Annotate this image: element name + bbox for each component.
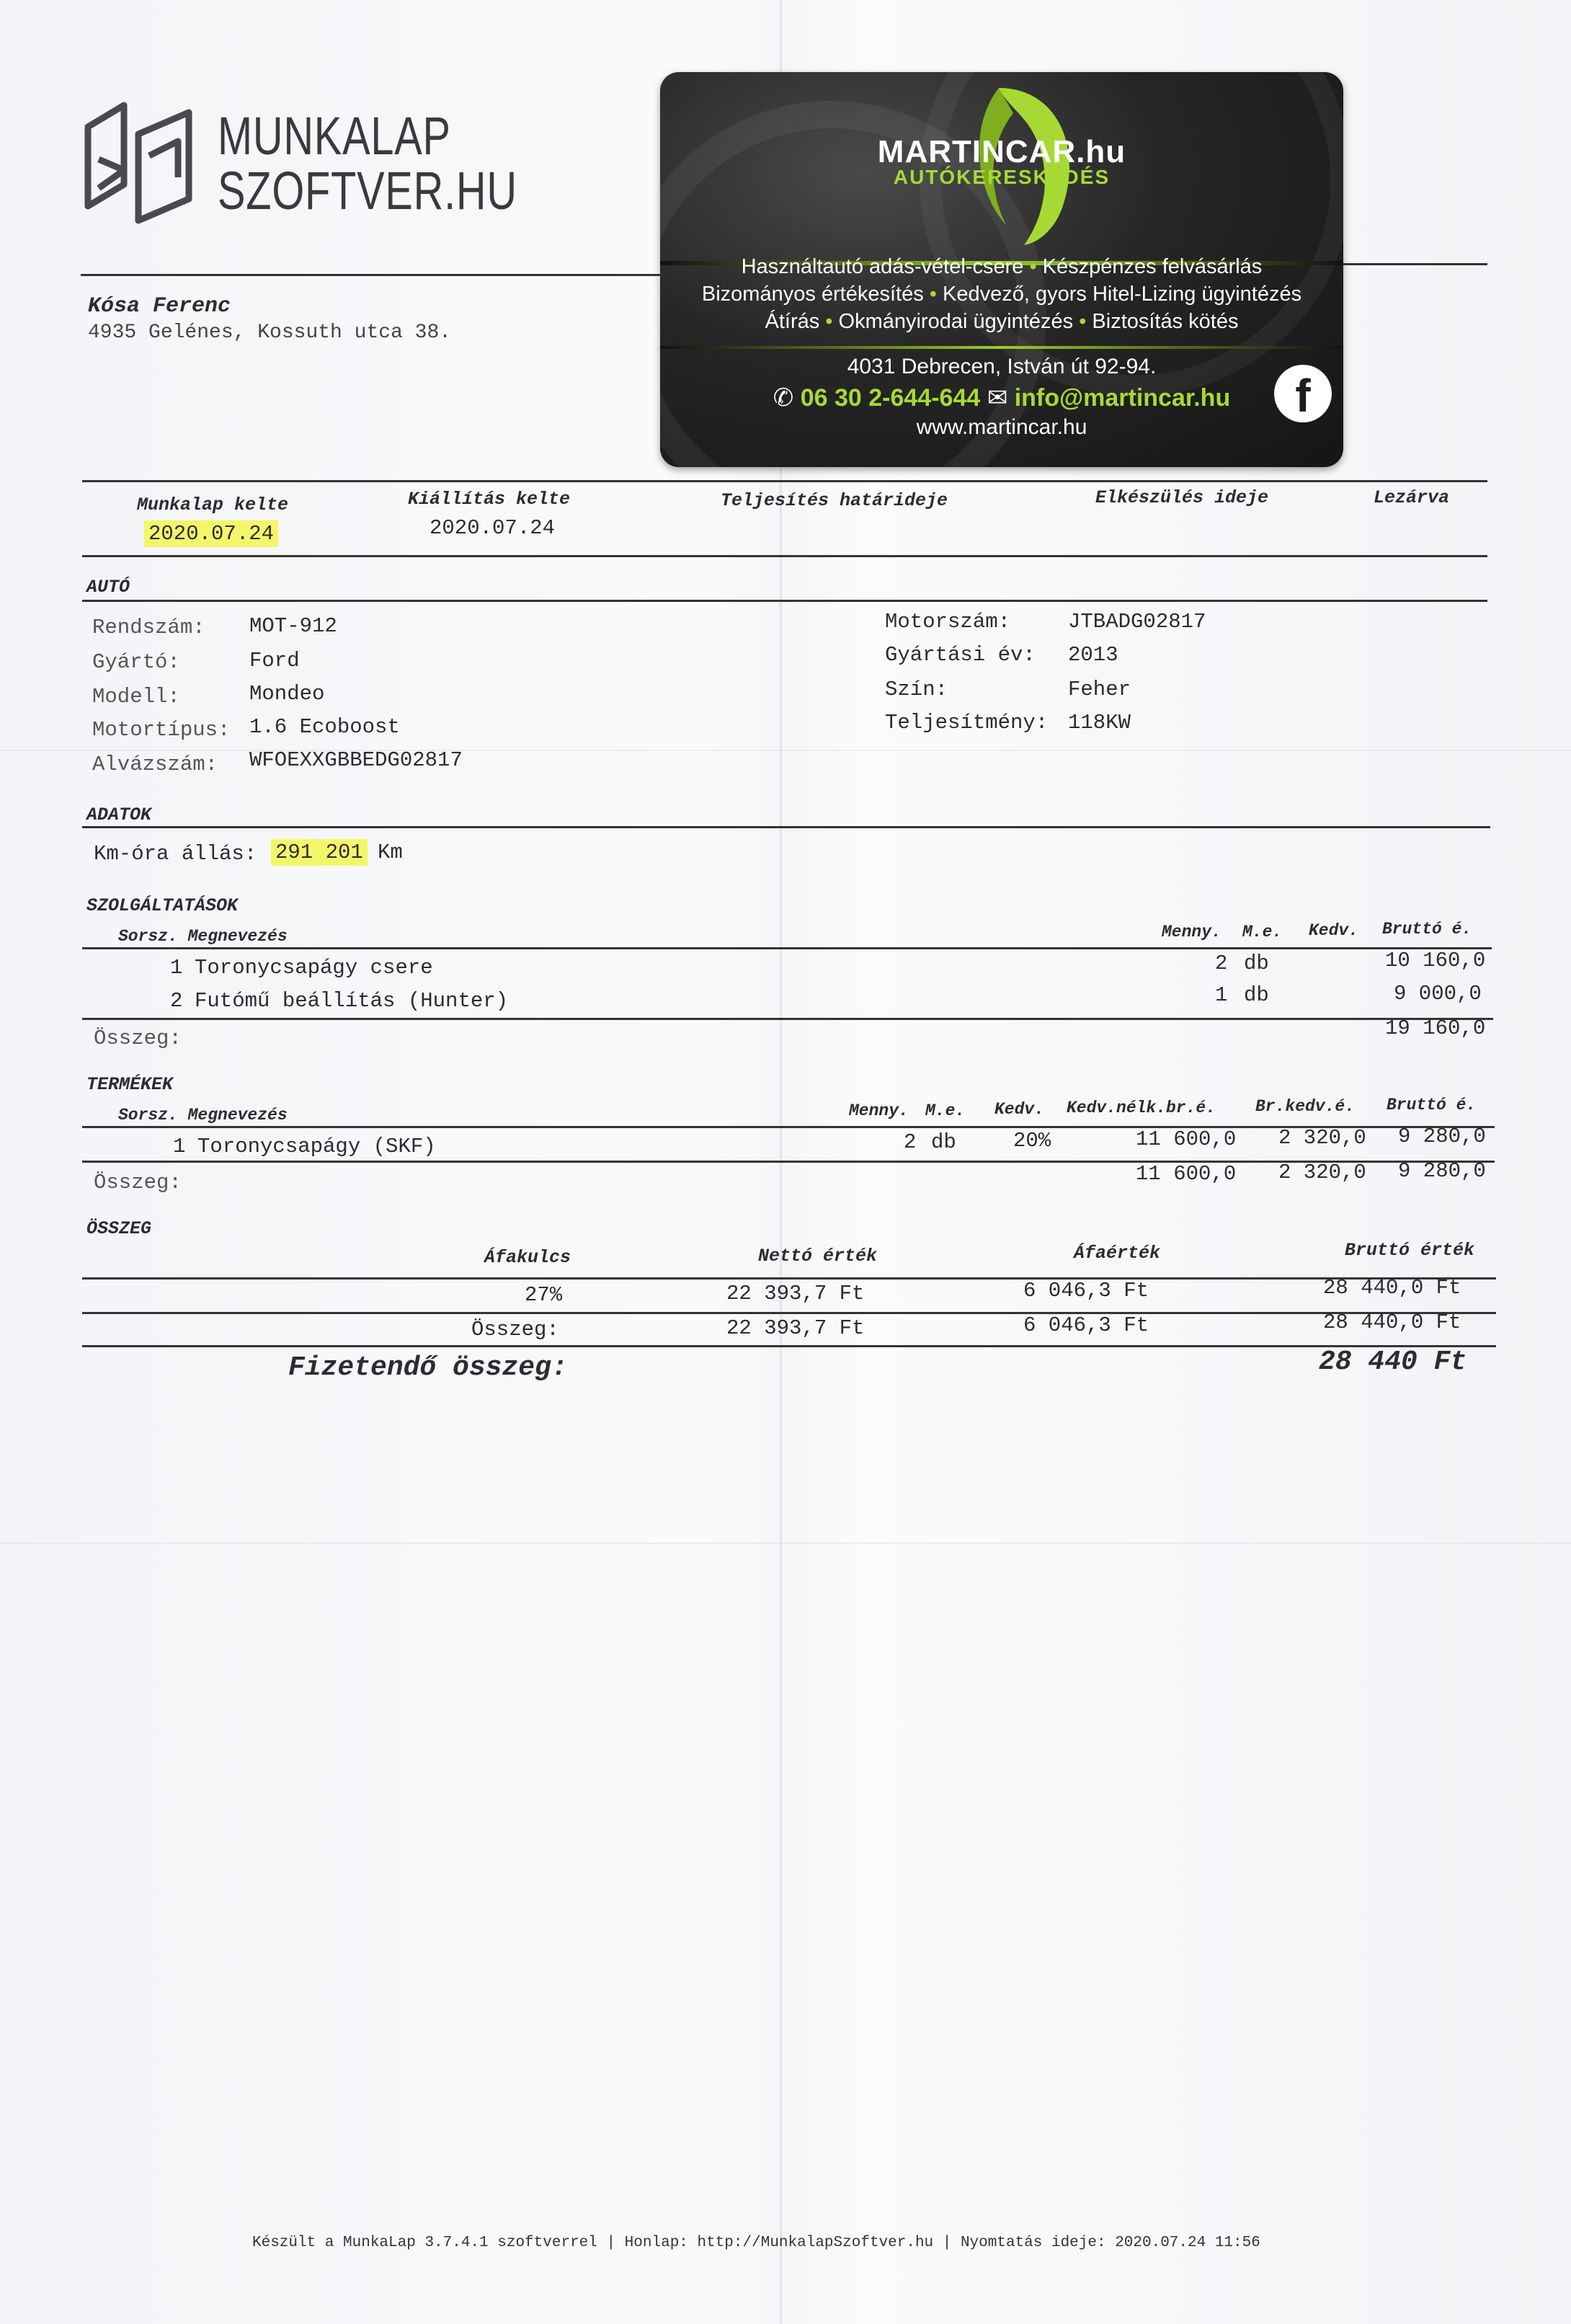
km-unit: Km (378, 841, 403, 864)
card-service: Átírás (765, 310, 820, 333)
card-service: Kedvező, gyors Hitel-Lizing ügyintézés (943, 283, 1302, 306)
card-service: Okmányirodai ügyintézés (838, 310, 1074, 333)
email-icon: ✉ (987, 384, 1008, 412)
auto-label-teljesitmeny: Teljesítmény: (885, 711, 1049, 735)
km-label: Km-óra állás: (94, 842, 257, 866)
osszeg-row-afakulcs: 27% (525, 1283, 563, 1307)
auto-label-gyarto: Gyártó: (92, 650, 180, 674)
osszeg-header-netto: Nettó érték (758, 1246, 878, 1267)
osszeg-sum-rule (82, 1345, 1496, 1347)
osszeg-header-afaertek: Áfaérték (1074, 1243, 1161, 1264)
auto-value-motortipus: 1.6 Ecoboost (249, 715, 400, 739)
auto-label-alvazszam: Alvázszám: (92, 753, 218, 776)
dates-top-rule (82, 480, 1487, 482)
termek-sum-total: 9 280,0 (1398, 1159, 1486, 1183)
paper-fold-horizontal (0, 1543, 1571, 1544)
osszeg-sum-label: Összeg: (471, 1318, 559, 1341)
card-service: Biztosítás kötés (1092, 310, 1239, 333)
value-kiallitas-kelte: 2020.07.24 (430, 516, 556, 540)
card-website: www.martincar.hu (916, 415, 1087, 439)
auto-label-gyartasi-ev: Gyártási év: (885, 643, 1036, 667)
section-title-termekek: TERMÉKEK (86, 1074, 174, 1095)
osszeg-sum-afaertek: 6 046,3 Ft (1023, 1313, 1149, 1337)
card-services-line-1: Használtautó adás-vétel-csere • Készpénzes felvásárlás (741, 255, 1263, 278)
phone-icon: ✆ (773, 384, 794, 412)
termek-row-br-kedv: 2 320,0 (1278, 1126, 1366, 1150)
card-services-line-2: Bizományos értékesítés • Kedvező, gyors Hitel-Lizing ügyintézés (701, 283, 1302, 306)
auto-value-teljesitmeny: 118KW (1068, 711, 1131, 735)
termek-row-qty: 2 (904, 1130, 917, 1154)
footer-print-info: Készült a MunkaLap 3.7.4.1 szoftverrel | Honlap: http://MunkalapSzoftver.hu | Nyomtatás ideje: 2020.07.24 11:56 (252, 2235, 1260, 2251)
termek-row-discount: 20% (1013, 1129, 1051, 1153)
szolg-row-no: 2 (170, 989, 183, 1013)
auto-value-alvazszam: WFOEXXGBBEDG02817 (249, 748, 463, 772)
auto-value-rendszam: MOT-912 (249, 614, 337, 638)
header-teljesites-hatarideje: Teljesítés határideje (721, 490, 948, 511)
szolg-row-unit: db (1244, 983, 1269, 1007)
szolg-row-total: 9 000,0 (1394, 982, 1482, 1006)
szolg-sum-label: Összeg: (94, 1026, 182, 1050)
osszeg-row-netto: 22 393,7 Ft (726, 1282, 865, 1305)
termek-header-kedv-nelk: Kedv.nélk.br.é. (1067, 1099, 1216, 1117)
termek-header-menny: Menny. (849, 1101, 909, 1120)
osszeg-row-afaertek: 6 046,3 Ft (1023, 1279, 1149, 1303)
termek-header-kedv: Kedv. (994, 1100, 1045, 1119)
card-service: Használtautó adás-vétel-csere (741, 255, 1024, 278)
auto-rule (82, 600, 1487, 602)
auto-value-gyartasi-ev: 2013 (1068, 643, 1118, 667)
szolg-header-rule (82, 947, 1492, 949)
osszeg-row-rule (82, 1312, 1496, 1314)
fizetendo-value: 28 440 Ft (1319, 1347, 1467, 1378)
osszeg-sum-netto: 22 393,7 Ft (726, 1316, 865, 1340)
szolg-row-qty: 2 (1215, 952, 1228, 975)
auto-label-motorszam: Motorszám: (885, 610, 1011, 634)
szolg-row-total: 10 160,0 (1385, 949, 1486, 972)
szolg-sum-rule (82, 1018, 1493, 1020)
termek-header-me: M.e. (925, 1101, 966, 1120)
card-accent-band (660, 346, 1343, 349)
szolg-row-name: Toronycsapágy csere (195, 956, 433, 980)
auto-value-modell: Mondeo (249, 682, 325, 706)
card-service: Bizományos értékesítés (701, 283, 924, 306)
szolg-row-qty: 1 (1215, 983, 1228, 1007)
customer-name: Kósa Ferenc (88, 294, 231, 319)
termek-row-kedv-nelk: 11 600,0 (1136, 1127, 1237, 1151)
termek-sum-br-kedv: 2 320,0 (1278, 1161, 1366, 1184)
card-email: info@martincar.hu (1014, 384, 1231, 412)
card-services-line-3: Átírás • Okmányirodai ügyintézés • Biztosítás kötés (765, 310, 1239, 333)
card-service: Készpénzes felvásárlás (1042, 255, 1263, 278)
termek-header-brutto: Bruttó é. (1387, 1096, 1477, 1114)
adatok-rule (82, 826, 1490, 828)
termek-row-no: 1 (173, 1135, 186, 1158)
auto-label-rendszam: Rendszám: (92, 616, 205, 639)
header-kiallitas-kelte: Kiállítás kelte (408, 489, 571, 510)
auto-value-motorszam: JTBADG02817 (1068, 610, 1206, 634)
customer-address: 4935 Gelénes, Kossuth utca 38. (88, 321, 452, 344)
auto-label-modell: Modell: (92, 685, 180, 709)
auto-value-szin: Feher (1068, 678, 1131, 701)
km-value: 291 201 (271, 839, 368, 866)
osszeg-sum-brutto: 28 440,0 Ft (1323, 1310, 1461, 1334)
header-divider (81, 274, 663, 276)
value-munkalap-kelte: 2020.07.24 (144, 520, 278, 547)
martincar-business-card (660, 72, 1343, 467)
header-elkeszules-ideje: Elkészülés ideje (1095, 487, 1269, 508)
auto-label-motortipus: Motortípus: (92, 718, 231, 742)
termek-sum-label: Összeg: (94, 1171, 182, 1194)
szolg-sum-value: 19 160,0 (1385, 1016, 1486, 1040)
dates-bottom-rule (82, 555, 1487, 557)
szolg-header-kedv: Kedv. (1309, 921, 1359, 940)
munkalap-logo (81, 98, 203, 231)
szolg-header-me: M.e. (1242, 923, 1283, 941)
header-munkalap-kelte: Munkalap kelte (137, 494, 289, 515)
logo-line-2: SZOFTVER.HU (218, 161, 517, 221)
section-title-auto: AUTÓ (86, 577, 130, 598)
section-title-adatok: ADATOK (86, 804, 152, 825)
szolg-row-no: 1 (170, 956, 183, 980)
termek-row-unit: db (931, 1130, 956, 1154)
logo-line-1: MUNKALAP (218, 106, 451, 166)
card-brand: MARTINCAR.hu (877, 134, 1126, 169)
header-divider (1343, 263, 1487, 265)
szolg-header-brutto: Bruttó é. (1382, 920, 1472, 939)
osszeg-header-brutto: Bruttó érték (1345, 1240, 1475, 1261)
szolg-header-menny: Menny. (1162, 923, 1221, 941)
section-title-szolgaltatasok: SZOLGÁLTATÁSOK (86, 895, 239, 916)
osszeg-header-rule (82, 1277, 1496, 1279)
header-lezarva: Lezárva (1374, 487, 1450, 508)
card-subtitle: AUTÓKERESKEDÉS (893, 166, 1111, 188)
szolg-row-name: Futómű beállítás (Hunter) (195, 989, 509, 1013)
termek-sum-kedv-nelk: 11 600,0 (1136, 1162, 1237, 1186)
section-title-osszeg: ÖSSZEG (86, 1218, 152, 1239)
termek-row-total: 9 280,0 (1398, 1125, 1486, 1148)
szolg-header-sorsz: Sorsz. Megnevezés (118, 927, 288, 946)
termek-header-br-kedv: Br.kedv.é. (1255, 1097, 1356, 1116)
card-contact-line (660, 383, 1343, 412)
fizetendo-label: Fizetendő összeg: (288, 1352, 568, 1383)
szolg-row-unit: db (1244, 952, 1269, 975)
termek-row-name: Toronycsapágy (SKF) (197, 1135, 436, 1158)
facebook-icon: f (1274, 365, 1332, 422)
card-address: 4031 Debrecen, István út 92-94. (847, 355, 1157, 378)
card-phone: 06 30 2-644-644 (800, 384, 981, 412)
termek-header-sorsz: Sorsz. Megnevezés (118, 1106, 288, 1125)
paper-fold-horizontal (0, 750, 1571, 751)
osszeg-header-afakulcs: Áfakulcs (484, 1247, 571, 1268)
osszeg-row-brutto: 28 440,0 Ft (1323, 1276, 1461, 1300)
auto-value-gyarto: Ford (249, 649, 300, 673)
auto-label-szin: Szín: (885, 678, 948, 701)
munkalap-logo-icon (81, 98, 203, 228)
